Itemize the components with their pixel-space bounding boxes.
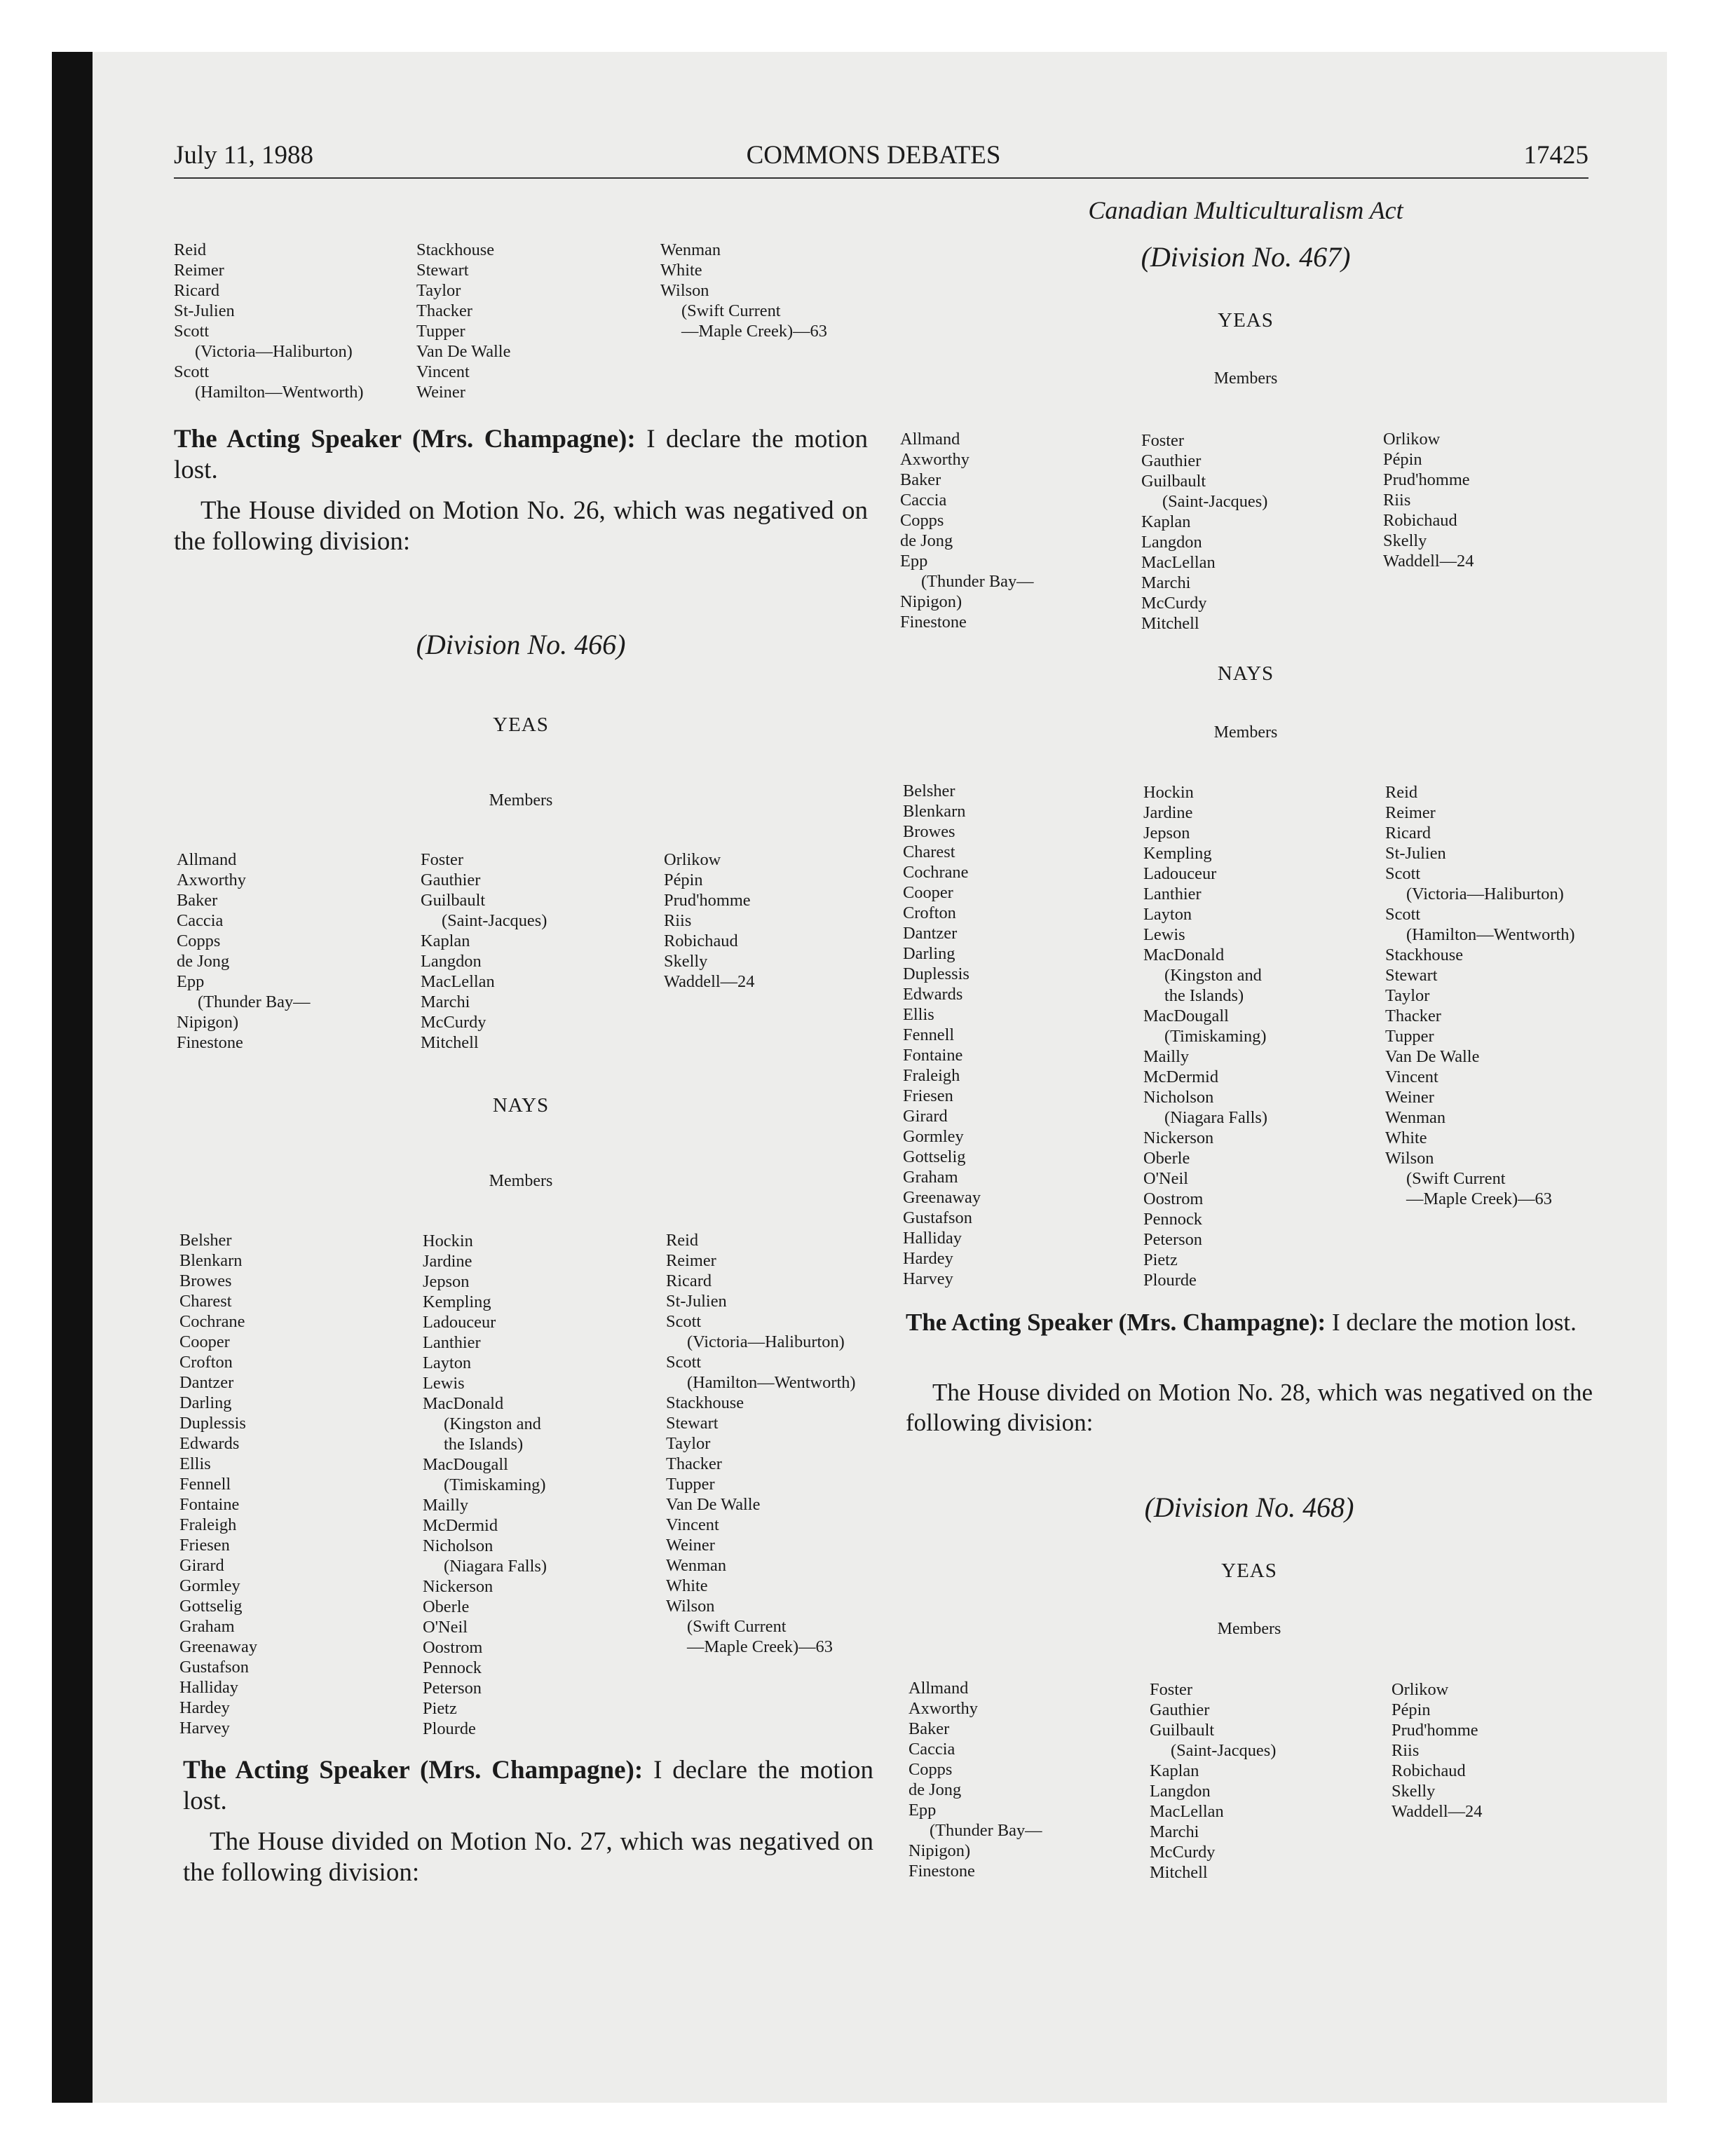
member-name: Pennock: [423, 1658, 482, 1677]
division-466-yeas-column-3: [664, 850, 754, 992]
member-name: de Jong: [909, 1780, 962, 1799]
member-name: Mitchell: [1150, 1863, 1208, 1882]
division-466-yeas-column-1: [177, 850, 311, 1053]
member-name: Scott: [174, 362, 210, 381]
member-name: Blenkarn: [179, 1251, 243, 1270]
member-name: Halliday: [179, 1678, 238, 1697]
division-467-yeas-members-label: Members: [1213, 369, 1278, 388]
member-name: Van De Walle: [416, 342, 511, 361]
member-name: Prud'homme: [664, 891, 751, 910]
member-name: Weiner: [416, 383, 465, 402]
member-name: Girard: [903, 1107, 948, 1126]
member-name: Hardey: [179, 1698, 230, 1717]
member-name: (Hamilton—Wentworth): [1406, 925, 1575, 944]
member-name: Marchi: [1141, 573, 1191, 592]
member-name: MacDonald: [1143, 946, 1225, 964]
member-name: Thacker: [1385, 1007, 1441, 1025]
member-name: Fraleigh: [903, 1066, 960, 1085]
member-name: —Maple Creek)—63: [687, 1637, 833, 1656]
member-name: Dantzer: [903, 924, 958, 943]
member-name: Allmand: [177, 850, 237, 869]
member-name: Riis: [1383, 491, 1411, 510]
member-name: MacLellan: [1150, 1802, 1224, 1821]
member-name: Cooper: [903, 883, 953, 902]
member-name: Tupper: [416, 322, 465, 341]
member-name: Stewart: [666, 1414, 719, 1433]
division-intro-467: The House divided on Motion No. 27, which was negatived on the following division:: [183, 1827, 873, 1887]
speaker-statement-2: The Acting Speaker (Mrs. Champagne): I declare the motion lost.: [183, 1756, 873, 1815]
member-name: MacLellan: [421, 972, 495, 991]
member-name: Langdon: [1141, 533, 1202, 552]
division-467-yeas-column-1: [900, 429, 1034, 632]
member-name: McDermid: [423, 1516, 498, 1535]
member-name: Graham: [903, 1168, 958, 1187]
member-name: Oberle: [1143, 1149, 1190, 1168]
member-name: Waddell—24: [664, 972, 755, 991]
member-name: Harvey: [903, 1269, 953, 1288]
member-name: Ellis: [903, 1005, 934, 1024]
member-name: Vincent: [666, 1515, 719, 1534]
division-467-nays-column-2: [1143, 782, 1267, 1290]
member-name: Reid: [1385, 783, 1418, 802]
member-name: Taylor: [666, 1434, 711, 1453]
continued-column-1: [174, 240, 364, 402]
member-name: Lewis: [423, 1374, 465, 1393]
speaker-name: The Acting Speaker (Mrs. Champagne):: [174, 425, 636, 453]
member-name: de Jong: [177, 952, 230, 971]
member-name: Jardine: [423, 1252, 472, 1271]
member-name: Reimer: [666, 1251, 716, 1270]
member-name: Wenman: [1385, 1108, 1446, 1127]
member-name: Crofton: [903, 903, 956, 922]
member-name: Robichaud: [664, 932, 738, 950]
member-name: Reimer: [1385, 803, 1436, 822]
division-466-nays-column-2: [423, 1231, 547, 1739]
member-name: Van De Walle: [1385, 1047, 1480, 1066]
member-name: Pietz: [423, 1699, 457, 1718]
member-name: Oostrom: [1143, 1189, 1204, 1208]
member-name: Halliday: [903, 1229, 962, 1248]
member-name: Cooper: [179, 1332, 230, 1351]
member-name: (Niagara Falls): [444, 1557, 547, 1576]
member-name: Belsher: [903, 782, 955, 800]
member-name: Epp: [909, 1801, 937, 1820]
member-name: Caccia: [900, 491, 947, 510]
member-name: Scott: [1385, 905, 1421, 924]
member-name: Prud'homme: [1392, 1721, 1478, 1740]
member-name: Plourde: [423, 1719, 476, 1738]
member-name: (Saint-Jacques): [442, 911, 547, 930]
member-name: Pépin: [1392, 1700, 1431, 1719]
member-name: Oberle: [423, 1597, 470, 1616]
member-name: Orlikow: [664, 850, 721, 869]
division-467-yeas-heading: YEAS: [1218, 309, 1274, 332]
member-name: Scott: [1385, 864, 1421, 883]
member-name: Nicholson: [423, 1536, 494, 1555]
division-468-yeas-column-1: [909, 1678, 1042, 1881]
member-name: Mailly: [423, 1496, 469, 1515]
member-name: —Maple Creek)—63: [1406, 1189, 1552, 1208]
member-name: Pépin: [664, 871, 703, 889]
division-466-yeas-column-2: [421, 850, 547, 1053]
member-name: Lanthier: [1143, 885, 1202, 903]
member-name: (Swift Current: [681, 301, 781, 320]
header-rule: [174, 177, 1588, 179]
member-name: Skelly: [664, 952, 708, 971]
member-name: Lanthier: [423, 1333, 481, 1352]
member-name: Harvey: [179, 1719, 230, 1738]
member-name: Kaplan: [421, 932, 470, 950]
member-name: Langdon: [1150, 1782, 1211, 1801]
member-name: Graham: [179, 1617, 235, 1636]
member-name: Riis: [1392, 1741, 1420, 1760]
member-name: Axworthy: [909, 1699, 978, 1718]
member-name: Oostrom: [423, 1638, 483, 1657]
member-name: Foster: [1141, 431, 1184, 450]
member-name: (Victoria—Haliburton): [687, 1332, 845, 1351]
member-name: Orlikow: [1392, 1680, 1449, 1699]
member-name: Axworthy: [900, 450, 969, 469]
member-name: (Thunder Bay—: [198, 992, 311, 1011]
member-name: Thacker: [666, 1454, 722, 1473]
division-468-yeas-column-2: [1150, 1679, 1276, 1883]
member-name: Foster: [421, 850, 463, 869]
member-name: Fennell: [903, 1025, 955, 1044]
member-name: Taylor: [416, 281, 461, 300]
member-name: Lewis: [1143, 925, 1185, 944]
member-name: Plourde: [1143, 1271, 1197, 1290]
member-name: Cochrane: [179, 1312, 245, 1331]
division-468-yeas-heading: YEAS: [1221, 1560, 1277, 1582]
member-name: Epp: [900, 552, 928, 571]
member-name: McCurdy: [1141, 594, 1207, 613]
member-name: Kempling: [423, 1292, 491, 1311]
member-name: MacDougall: [423, 1455, 508, 1474]
member-name: Kaplan: [1150, 1761, 1199, 1780]
member-name: Peterson: [1143, 1230, 1202, 1249]
member-name: Langdon: [421, 952, 482, 971]
member-name: Copps: [900, 511, 944, 530]
division-466-title: (Division No. 466): [416, 629, 626, 660]
speaker-name: The Acting Speaker (Mrs. Champagne):: [183, 1756, 644, 1785]
member-name: Wenman: [660, 240, 721, 259]
member-name: Finestone: [900, 613, 967, 632]
member-name: Girard: [179, 1556, 224, 1575]
member-name: Scott: [666, 1312, 702, 1331]
member-name: Gottselig: [903, 1147, 966, 1166]
member-name: Layton: [1143, 905, 1192, 924]
member-name: Gauthier: [1141, 451, 1202, 470]
member-name: St-Julien: [174, 301, 235, 320]
member-name: Pietz: [1143, 1250, 1178, 1269]
member-name: Ricard: [666, 1271, 712, 1290]
member-name: (Thunder Bay—: [930, 1821, 1042, 1840]
member-name: Epp: [177, 972, 205, 991]
member-name: Weiner: [666, 1536, 715, 1555]
member-name: Prud'homme: [1383, 470, 1470, 489]
member-name: MacDougall: [1143, 1007, 1229, 1025]
member-name: Ladouceur: [1143, 864, 1217, 883]
member-name: MacDonald: [423, 1394, 504, 1413]
member-name: O'Neil: [1143, 1169, 1189, 1188]
division-467-title: (Division No. 467): [1141, 241, 1351, 273]
member-name: (Timiskaming): [1164, 1027, 1267, 1046]
division-467-nays-members-label: Members: [1213, 723, 1278, 742]
scan-margin-bar: [52, 52, 93, 2103]
member-name: Blenkarn: [903, 802, 966, 821]
member-name: Hardey: [903, 1249, 953, 1268]
member-name: Waddell—24: [1392, 1802, 1483, 1821]
member-name: Dantzer: [179, 1373, 234, 1392]
member-name: Baker: [909, 1719, 950, 1738]
division-466-yeas-heading: YEAS: [493, 714, 549, 736]
member-name: Cochrane: [903, 863, 969, 882]
division-468-title: (Division No. 468): [1144, 1492, 1354, 1523]
member-name: Nipigon): [900, 592, 962, 611]
member-name: Vincent: [1385, 1067, 1438, 1086]
member-name: Taylor: [1385, 986, 1430, 1005]
division-466-nays-column-1: [179, 1230, 257, 1738]
member-name: Kaplan: [1141, 512, 1191, 531]
member-name: White: [1385, 1128, 1427, 1147]
member-name: Ricard: [174, 281, 220, 300]
member-name: Edwards: [179, 1434, 240, 1453]
member-name: de Jong: [900, 531, 953, 550]
member-name: Stewart: [1385, 966, 1438, 985]
member-name: Browes: [179, 1271, 232, 1290]
member-name: (Niagara Falls): [1164, 1108, 1267, 1127]
member-name: Marchi: [421, 992, 470, 1011]
member-name: (Timiskaming): [444, 1475, 546, 1494]
member-name: Jepson: [1143, 824, 1190, 842]
member-name: Ricard: [1385, 824, 1431, 842]
member-name: Peterson: [423, 1679, 482, 1698]
member-name: Mailly: [1143, 1047, 1190, 1066]
member-name: Finestone: [177, 1033, 243, 1052]
member-name: (Kingston and: [1164, 966, 1262, 985]
speaker-name: The Acting Speaker (Mrs. Champagne):: [906, 1309, 1326, 1336]
member-name: Gottselig: [179, 1597, 243, 1616]
member-name: (Swift Current: [687, 1617, 787, 1636]
member-name: Copps: [177, 932, 221, 950]
member-name: St-Julien: [666, 1292, 727, 1311]
member-name: Scott: [174, 322, 210, 341]
member-name: (Hamilton—Wentworth): [195, 383, 364, 402]
member-name: Baker: [900, 470, 941, 489]
member-name: Wilson: [660, 281, 709, 300]
member-name: Nicholson: [1143, 1088, 1214, 1107]
member-name: Allmand: [900, 430, 960, 449]
division-466-yeas-members-label: Members: [489, 791, 553, 810]
division-468-yeas-members-label: Members: [1217, 1620, 1281, 1638]
member-name: (Victoria—Haliburton): [195, 342, 353, 361]
member-name: Fontaine: [903, 1046, 963, 1065]
member-name: Nickerson: [423, 1577, 494, 1596]
member-name: Stackhouse: [1385, 946, 1464, 964]
member-name: Foster: [1150, 1680, 1192, 1699]
member-name: (Kingston and: [444, 1414, 541, 1433]
member-name: Reimer: [174, 261, 224, 280]
division-intro-468: The House divided on Motion No. 28, which was negatived on the following division:: [906, 1379, 1593, 1436]
member-name: Gormley: [903, 1127, 964, 1146]
member-name: Caccia: [177, 911, 224, 930]
division-467-yeas-column-3: [1383, 429, 1474, 571]
member-name: Guilbault: [1141, 472, 1206, 491]
act-title: Canadian Multiculturalism Act: [1088, 196, 1403, 224]
member-name: Skelly: [1383, 531, 1427, 550]
header-page-number: 17425: [1523, 141, 1588, 170]
member-name: Duplessis: [903, 964, 969, 983]
continued-column-3: [660, 240, 827, 341]
member-name: Hockin: [423, 1231, 473, 1250]
member-name: Copps: [909, 1760, 953, 1779]
member-name: Darling: [179, 1393, 232, 1412]
member-name: Marchi: [1150, 1822, 1199, 1841]
member-name: (Saint-Jacques): [1171, 1741, 1277, 1760]
member-name: Gauthier: [421, 871, 481, 889]
member-name: O'Neil: [423, 1618, 468, 1637]
continued-column-2: [416, 240, 510, 402]
member-name: Guilbault: [1150, 1721, 1215, 1740]
member-name: (Swift Current: [1406, 1169, 1506, 1188]
member-name: Robichaud: [1392, 1761, 1466, 1780]
member-name: Guilbault: [421, 891, 486, 910]
member-name: Waddell—24: [1383, 552, 1474, 571]
member-name: Jepson: [423, 1272, 470, 1291]
member-name: Wilson: [666, 1597, 715, 1616]
member-name: Mitchell: [1141, 614, 1199, 633]
division-466-nays-members-label: Members: [489, 1172, 553, 1190]
member-name: Thacker: [416, 301, 472, 320]
member-name: the Islands): [444, 1435, 524, 1454]
member-name: St-Julien: [1385, 844, 1446, 863]
member-name: Weiner: [1385, 1088, 1434, 1107]
member-name: Fraleigh: [179, 1515, 237, 1534]
member-name: Greenaway: [903, 1188, 981, 1207]
member-name: McDermid: [1143, 1067, 1219, 1086]
member-name: Browes: [903, 822, 955, 841]
member-name: Stackhouse: [416, 240, 495, 259]
member-name: Scott: [666, 1353, 702, 1372]
member-name: Pennock: [1143, 1210, 1202, 1229]
member-name: the Islands): [1164, 986, 1244, 1005]
member-name: Ladouceur: [423, 1313, 496, 1332]
member-name: Kempling: [1143, 844, 1212, 863]
member-name: Nickerson: [1143, 1128, 1214, 1147]
member-name: Finestone: [909, 1862, 975, 1881]
member-name: Mitchell: [421, 1033, 479, 1052]
division-467-yeas-column-2: [1141, 430, 1267, 634]
member-name: Wilson: [1385, 1149, 1434, 1168]
division-468-yeas-column-3: [1392, 1679, 1482, 1822]
member-name: Friesen: [903, 1086, 953, 1105]
member-name: Vincent: [416, 362, 470, 381]
member-name: Edwards: [903, 985, 963, 1004]
member-name: Tupper: [1385, 1027, 1434, 1046]
member-name: Robichaud: [1383, 511, 1457, 530]
member-name: Duplessis: [179, 1414, 246, 1433]
member-name: —Maple Creek)—63: [681, 322, 827, 341]
member-name: Skelly: [1392, 1782, 1436, 1801]
member-name: Gormley: [179, 1576, 240, 1595]
member-name: Reid: [174, 240, 207, 259]
member-name: Wenman: [666, 1556, 727, 1575]
member-name: Stackhouse: [666, 1393, 744, 1412]
member-name: (Saint-Jacques): [1162, 492, 1268, 511]
division-intro-466: The House divided on Motion No. 26, which was negatived on the following division:: [174, 496, 868, 556]
member-name: White: [660, 261, 702, 280]
member-name: Pépin: [1383, 450, 1422, 469]
member-name: Reid: [666, 1231, 699, 1250]
header-title: COMMONS DEBATES: [746, 141, 1001, 170]
member-name: Allmand: [909, 1679, 969, 1698]
member-name: Belsher: [179, 1231, 232, 1250]
member-name: Nipigon): [177, 1013, 239, 1032]
member-name: Baker: [177, 891, 218, 910]
division-466-nays-heading: NAYS: [492, 1094, 550, 1117]
member-name: Friesen: [179, 1536, 230, 1555]
speaker-statement-1: The Acting Speaker (Mrs. Champagne): I declare the motion lost.: [174, 425, 868, 484]
member-name: Orlikow: [1383, 430, 1441, 449]
division-467-nays-heading: NAYS: [1217, 662, 1274, 685]
member-name: Fennell: [179, 1475, 231, 1494]
member-name: Ellis: [179, 1454, 211, 1473]
member-name: Crofton: [179, 1353, 233, 1372]
member-name: Nipigon): [909, 1841, 971, 1860]
member-name: Tupper: [666, 1475, 715, 1494]
member-name: Gustafson: [903, 1208, 972, 1227]
member-name: Darling: [903, 944, 955, 963]
member-name: Gauthier: [1150, 1700, 1210, 1719]
member-name: (Thunder Bay—: [921, 572, 1034, 591]
member-name: McCurdy: [421, 1013, 487, 1032]
speaker-statement-3: The Acting Speaker (Mrs. Champagne): I declare the motion lost.: [906, 1309, 1577, 1336]
member-name: McCurdy: [1150, 1843, 1216, 1862]
member-name: Gustafson: [179, 1658, 249, 1677]
member-name: Greenaway: [179, 1637, 258, 1656]
member-name: MacLellan: [1141, 553, 1216, 572]
member-name: Caccia: [909, 1740, 955, 1759]
division-466-nays-column-3: [666, 1230, 856, 1657]
header-date: July 11, 1988: [174, 141, 314, 170]
member-name: Riis: [664, 911, 692, 930]
member-name: Van De Walle: [666, 1495, 761, 1514]
member-name: Charest: [903, 842, 955, 861]
member-name: White: [666, 1576, 708, 1595]
division-467-nays-column-1: [903, 781, 981, 1289]
member-name: Fontaine: [179, 1495, 240, 1514]
division-467-nays-column-3: [1385, 782, 1575, 1209]
member-name: Jardine: [1143, 803, 1193, 822]
member-name: Axworthy: [177, 871, 246, 889]
member-name: Layton: [423, 1353, 472, 1372]
member-name: Hockin: [1143, 783, 1194, 802]
member-name: (Victoria—Haliburton): [1406, 885, 1564, 903]
member-name: (Hamilton—Wentworth): [687, 1373, 856, 1392]
member-name: Charest: [179, 1292, 232, 1311]
member-name: Stewart: [416, 261, 469, 280]
